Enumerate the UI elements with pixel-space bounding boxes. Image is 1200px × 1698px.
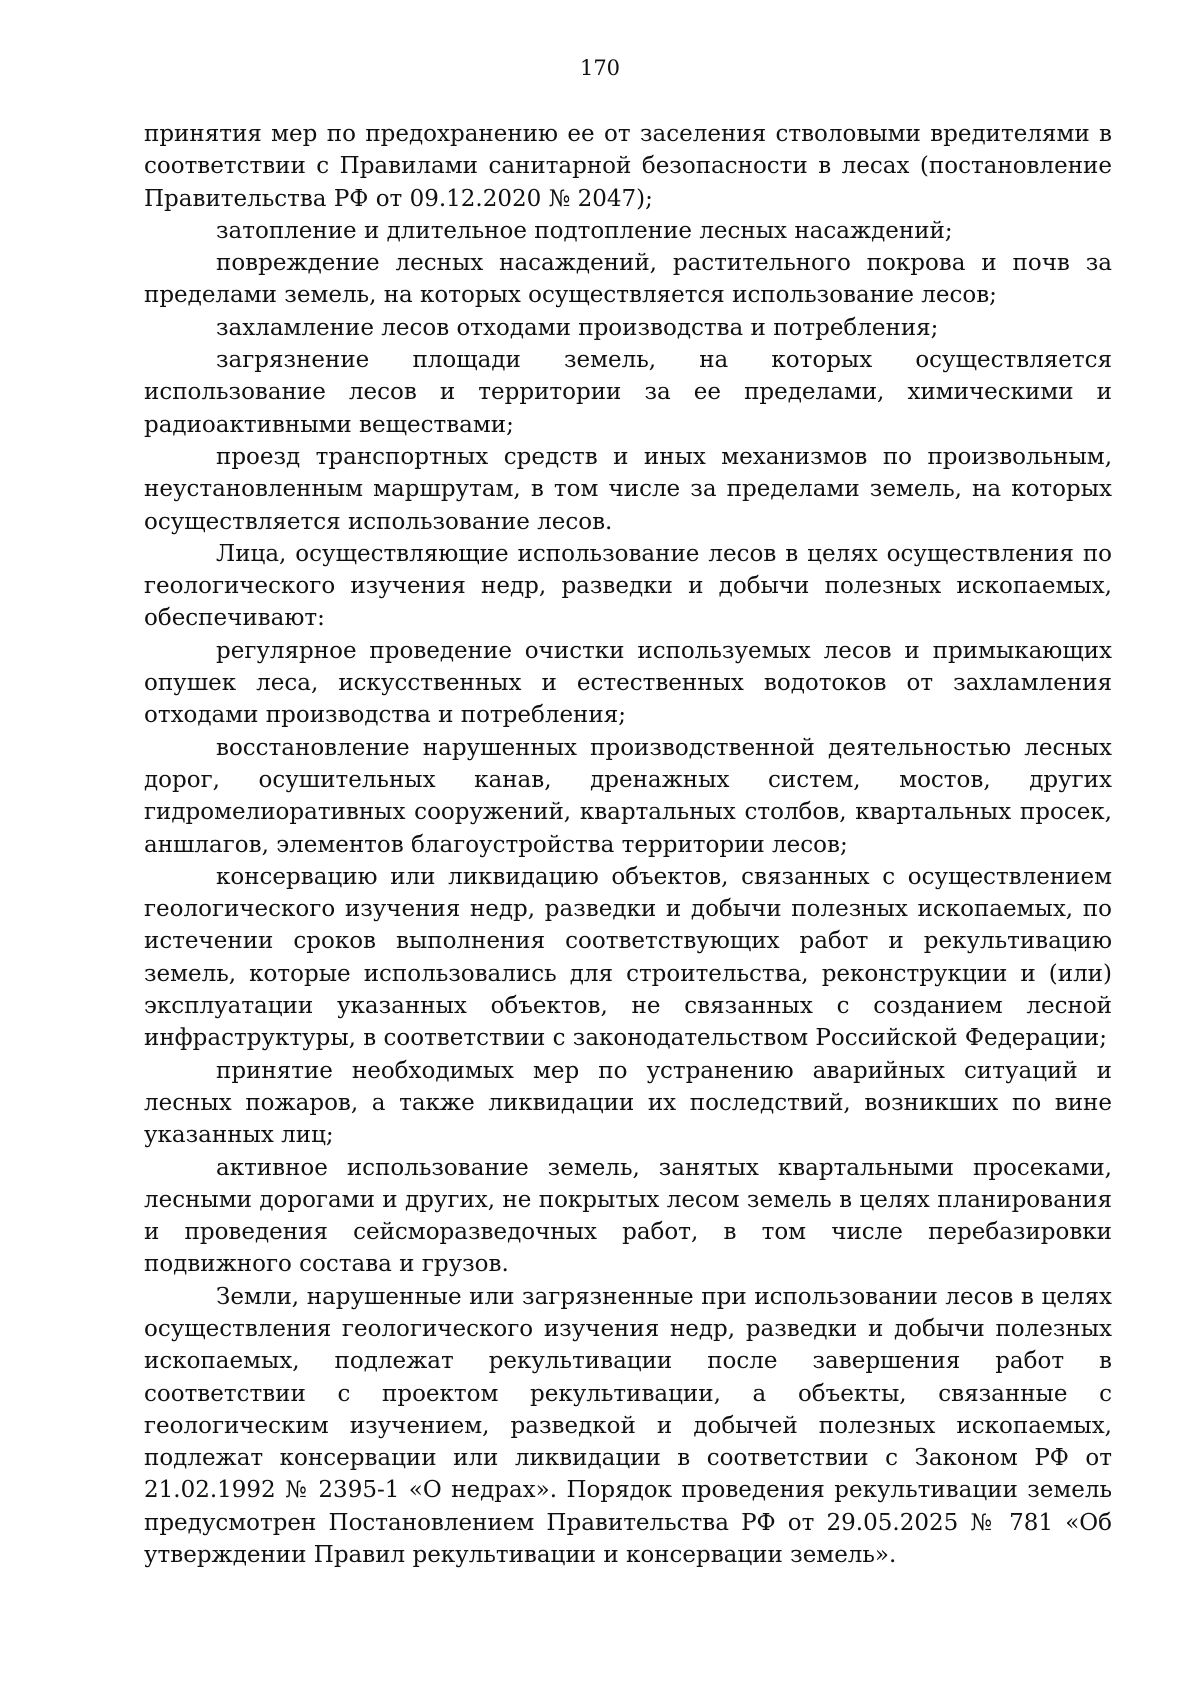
paragraph-conservation: консервацию или ликвидацию объектов, связанных с осуществлением геологического изучения недр, разведки и добычи полезных ископаемых, по истечении сроков выполнения соответствующих работ и рекультивацию земель, которые использовались для строительства, реконструкции и (или) эксплуатации указанных объектов, не связанных с созданием лесной инфраструктуры, в соответствии с законодательством Российской Федерации; [144,863,1112,1052]
paragraph-obligations-intro: Лица, осуществляющие использование лесов в целях осуществления по геологического изучения недр, разведки и добычи полезных ископаемых, обеспечивают: [144,540,1112,632]
paragraph-active-use: активное использование земель, занятых квартальными просеками, лесными дорогами и других, не покрытых лесом земель в целях планирования и проведения сейсморазведочных работ, в том числе перебазировки подвижного состава и грузов. [144,1154,1112,1278]
paragraph-restoration: восстановление нарушенных производственной деятельностью лесных дорог, осушительных канав, дренажных систем, мостов, других гидромелиоративных сооружений, квартальных столбов, квартальных просек, аншлагов, элементов благоустройства территории лесов; [144,734,1112,858]
page-number: 170 [579,56,621,80]
paragraph-pollution: загрязнение площади земель, на которых осуществляется использование лесов и территории за ее пределами, химическими и радиоактивными веществами; [144,347,1112,438]
paragraph-continuation: принятия мер по предохранению ее от заселения стволовыми вредителями в соответствии с Правилами санитарной безопасности в лесах (постановление Правительства РФ от 09.12.2020 № 2047); [144,121,1112,212]
paragraph-cleaning: регулярное проведение очистки используемых лесов и примыкающих опушек леса, искусственных и естественных водотоков от захламления отходами производства и потребления; [144,637,1112,729]
paragraph-vehicle-passage: проезд транспортных средств и иных механизмов по произвольным, неустановленным маршрутам, в том числе за пределами земель, на которых осуществляется использование лесов. [144,443,1112,535]
paragraph-flooding: затопление и длительное подтопление лесных насаждений; [216,217,953,244]
document-body [144,118,1112,1571]
paragraph-littering: захламление лесов отходами производства и потребления; [216,314,939,341]
paragraph-emergency-measures: принятие необходимых мер по устранению аварийных ситуаций и лесных пожаров, а также ликвидации их последствий, возникших по вине указанных лиц; [144,1057,1112,1149]
paragraph-damage: повреждение лесных насаждений, растительного покрова и почв за пределами земель, на которых осуществляется использование лесов; [144,250,1112,309]
paragraph-recultivation: Земли, нарушенные или загрязненные при использовании лесов в целях осуществления геологического изучения недр, разведки и добычи полезных ископаемых, подлежат рекультивации после завершения работ в соответствии с проектом рекультивации, а объекты, связанные с геологическим изучением, разведкой и добычей полезных ископаемых, подлежат консервации или ликвидации в соответствии с Законом РФ от 21.02.1992 № 2395-1 «О недрах». Порядок проведения рекультивации земель предусмотрен Постановлением Правительства РФ от 29.05.2025 № 781 «Об утверждении Правил рекультивации и консервации земель». [144,1283,1112,1569]
